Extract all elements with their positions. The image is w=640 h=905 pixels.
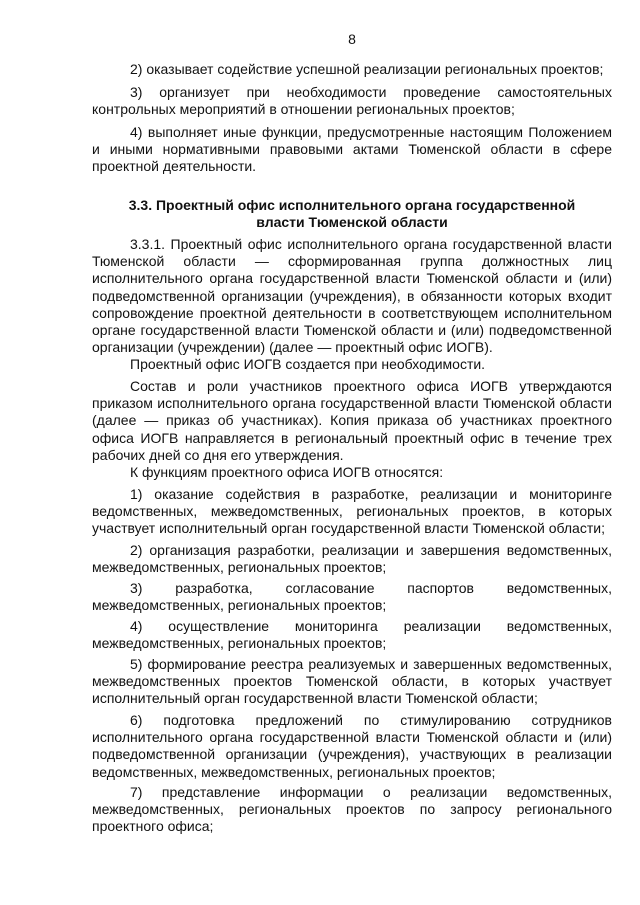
paragraph-definition: 3.3.1. Проектный офис исполнительного органа государственной власти Тюменской области — сформированная группа должностных лиц исполнительного органа государственной власти Тюменской области и (или) подведомственной организации (учреждения), в обязанности которых входит сопровождение проектной деятельности в соответствующем исполнительном органе государственной власти Тюменской области и (или) подведомственной организации (учреждении) (далее — проектный офис ИОГВ). (92, 236, 612, 356)
paragraph-item-2: 2) оказывает содействие успешной реализации региональных проектов; (130, 61, 604, 77)
paragraph-functions-intro: К функциям проектного офиса ИОГВ относятся: (130, 464, 444, 480)
paragraph-item-4: 4) выполняет иные функции, предусмотренные настоящим Положением и иными нормативными правовыми актами Тюменской области в сфере проектной деятельности. (92, 124, 612, 175)
paragraph-item-3: 3) организует при необходимости проведение самостоятельных контрольных мероприятий в отношении региональных проектов; (92, 84, 612, 118)
page-number: 8 (348, 31, 356, 47)
function-item-4: 4) осуществление мониторинга реализации ведомственных, межведомственных, региональных проектов; (92, 618, 612, 652)
function-item-5: 5) формирование реестра реализуемых и завершенных ведомственных, межведомственных проектов Тюменской области, в которых участвует исполнительный орган государственной власти Тюменской области; (92, 656, 612, 707)
function-item-6: 6) подготовка предложений по стимулированию сотрудников исполнительного органа государственной власти Тюменской области и (или) подведомственной организации (учреждения), участвующих в реализации ведомственных, межведомственных, региональных проектов; (92, 712, 612, 780)
function-item-2: 2) организация разработки, реализации и завершения ведомственных, межведомственных, региональных проектов; (92, 542, 612, 576)
function-item-7: 7) представление информации о реализации ведомственных, межведомственных, региональных проектов по запросу регионального проектного офиса; (92, 784, 612, 835)
section-heading-line-1: 3.3. Проектный офис исполнительного органа государственной (128, 197, 576, 213)
function-item-1: 1) оказание содействия в разработке, реализации и мониторинге ведомственных, межведомственных, региональных проектов, в которых участвует исполнительный орган государственной власти Тюменской области; (92, 486, 612, 537)
paragraph-composition: Состав и роли участников проектного офиса ИОГВ утверждаются приказом исполнительного органа государственной власти Тюменской области (далее — приказ об участниках). Копия приказа об участниках проектного офиса ИОГВ направляется в региональный проектный офис в течение трех рабочих дней со дня его утверждения. (92, 378, 612, 463)
paragraph-creation: Проектный офис ИОГВ создается при необходимости. (130, 356, 486, 372)
function-item-3: 3) разработка, согласование паспортов ведомственных, межведомственных, региональных проектов; (92, 580, 612, 614)
section-heading-line-2: власти Тюменской области (256, 214, 448, 230)
